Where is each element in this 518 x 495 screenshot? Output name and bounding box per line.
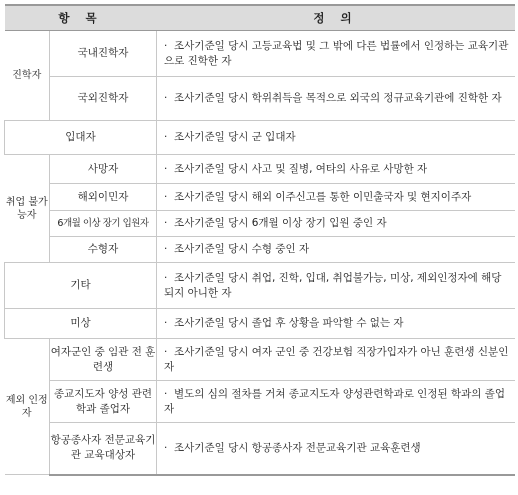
table-row (5, 263, 515, 309)
definition-text: 조사기준일 당시 취업, 진학, 입대, 취업불가능, 미상, 제외인정자에 해당되지 아니한 자 (164, 271, 502, 299)
row-label-aviation: 항공종사자 전문교육기관 교육대상자 (50, 423, 157, 475)
definition-text: 조사기준일 당시 졸업 후 상황을 파악할 수 없는 자 (174, 317, 404, 329)
table-row (5, 309, 515, 339)
row-label-domestic-study: 국내진학자 (50, 31, 157, 77)
row-definition-military (157, 121, 515, 155)
table-row (5, 211, 515, 237)
bullet: · (164, 190, 168, 203)
category-excluded: 제외 인정자 (5, 339, 50, 475)
definition-text: 조사기준일 당시 6개월 이상 장기 입원 중인 자 (174, 217, 387, 229)
category-unemployable: 취업 불가능자 (5, 155, 50, 263)
row-label-hospital: 6개월 이상 장기 입원자 (50, 211, 157, 237)
row-label-overseas-study: 국외진학자 (50, 77, 157, 121)
table-row (5, 339, 515, 381)
row-definition-religious (157, 381, 515, 423)
row-definition-aviation (157, 423, 515, 475)
row-definition-female-officer (157, 339, 515, 381)
definition-text: 조사기준일 당시 고등교육법 및 그 밖에 다른 법률에서 인정하는 교육기관으로 진학한 자 (164, 39, 509, 67)
row-definition-hospital (157, 211, 515, 237)
bullet: · (164, 243, 168, 255)
header-definition: 정 의 (157, 5, 515, 31)
row-label-unknown: 미상 (5, 309, 157, 339)
bullet: · (164, 441, 168, 454)
category-study: 진학자 (5, 31, 50, 121)
row-definition-unknown (157, 309, 515, 339)
row-definition-overseas-study (157, 77, 515, 121)
row-definition-other (157, 263, 515, 309)
definition-text: 조사기준일 당시 여자 군인 중 건강보험 직장가입자가 아닌 훈련생 신분인 자 (164, 345, 509, 373)
definition-text: 조사기준일 당시 사고 및 질병, 여타의 사유로 사망한 자 (174, 162, 428, 175)
definition-text: 조사기준일 당시 해외 이주신고를 통한 이민출국자 및 현지이주자 (174, 190, 472, 203)
bullet: · (164, 345, 168, 358)
table-row (5, 184, 515, 211)
row-label-emigrant: 해외이민자 (50, 184, 157, 211)
row-label-other: 기타 (5, 263, 157, 309)
table-row (5, 381, 515, 423)
bullet: · (164, 92, 168, 104)
header-item: 항 목 (5, 5, 157, 31)
row-definition-domestic-study (157, 31, 515, 77)
table-row (5, 423, 515, 475)
row-definition-prisoner (157, 237, 515, 263)
definition-table (4, 4, 515, 476)
table-row (5, 155, 515, 184)
row-label-female-officer: 여자군인 중 임관 전 훈련생 (50, 339, 157, 381)
bullet: · (164, 131, 168, 143)
bullet: · (164, 162, 168, 175)
table-row (5, 77, 515, 121)
table-row (5, 237, 515, 263)
definition-text: 조사기준일 당시 항공종사자 전문교육기관 교육훈련생 (174, 441, 421, 454)
definition-table-container (4, 4, 514, 476)
definition-text: 조사기준일 당시 군 입대자 (174, 131, 296, 143)
row-label-prisoner: 수형자 (50, 237, 157, 263)
row-label-military: 입대자 (5, 121, 157, 155)
row-definition-deceased (157, 155, 515, 184)
row-label-religious: 종교지도자 양성 관련학과 졸업자 (50, 381, 157, 423)
bullet: · (164, 387, 168, 400)
bullet: · (164, 317, 168, 329)
bullet: · (164, 217, 168, 229)
bullet: · (164, 39, 168, 52)
definition-text: 조사기준일 당시 수형 중인 자 (174, 243, 310, 255)
row-definition-emigrant (157, 184, 515, 211)
definition-text: 조사기준일 당시 학위취득을 목적으로 외국의 정규교육기관에 진학한 자 (174, 92, 502, 104)
definition-text: 별도의 심의 절차를 거쳐 종교지도자 양성관련학과로 인정된 학과의 졸업자 (164, 387, 506, 415)
bullet: · (164, 271, 168, 284)
table-row (5, 31, 515, 77)
row-label-deceased: 사망자 (50, 155, 157, 184)
table-row (5, 121, 515, 155)
table-header-row (5, 5, 515, 31)
